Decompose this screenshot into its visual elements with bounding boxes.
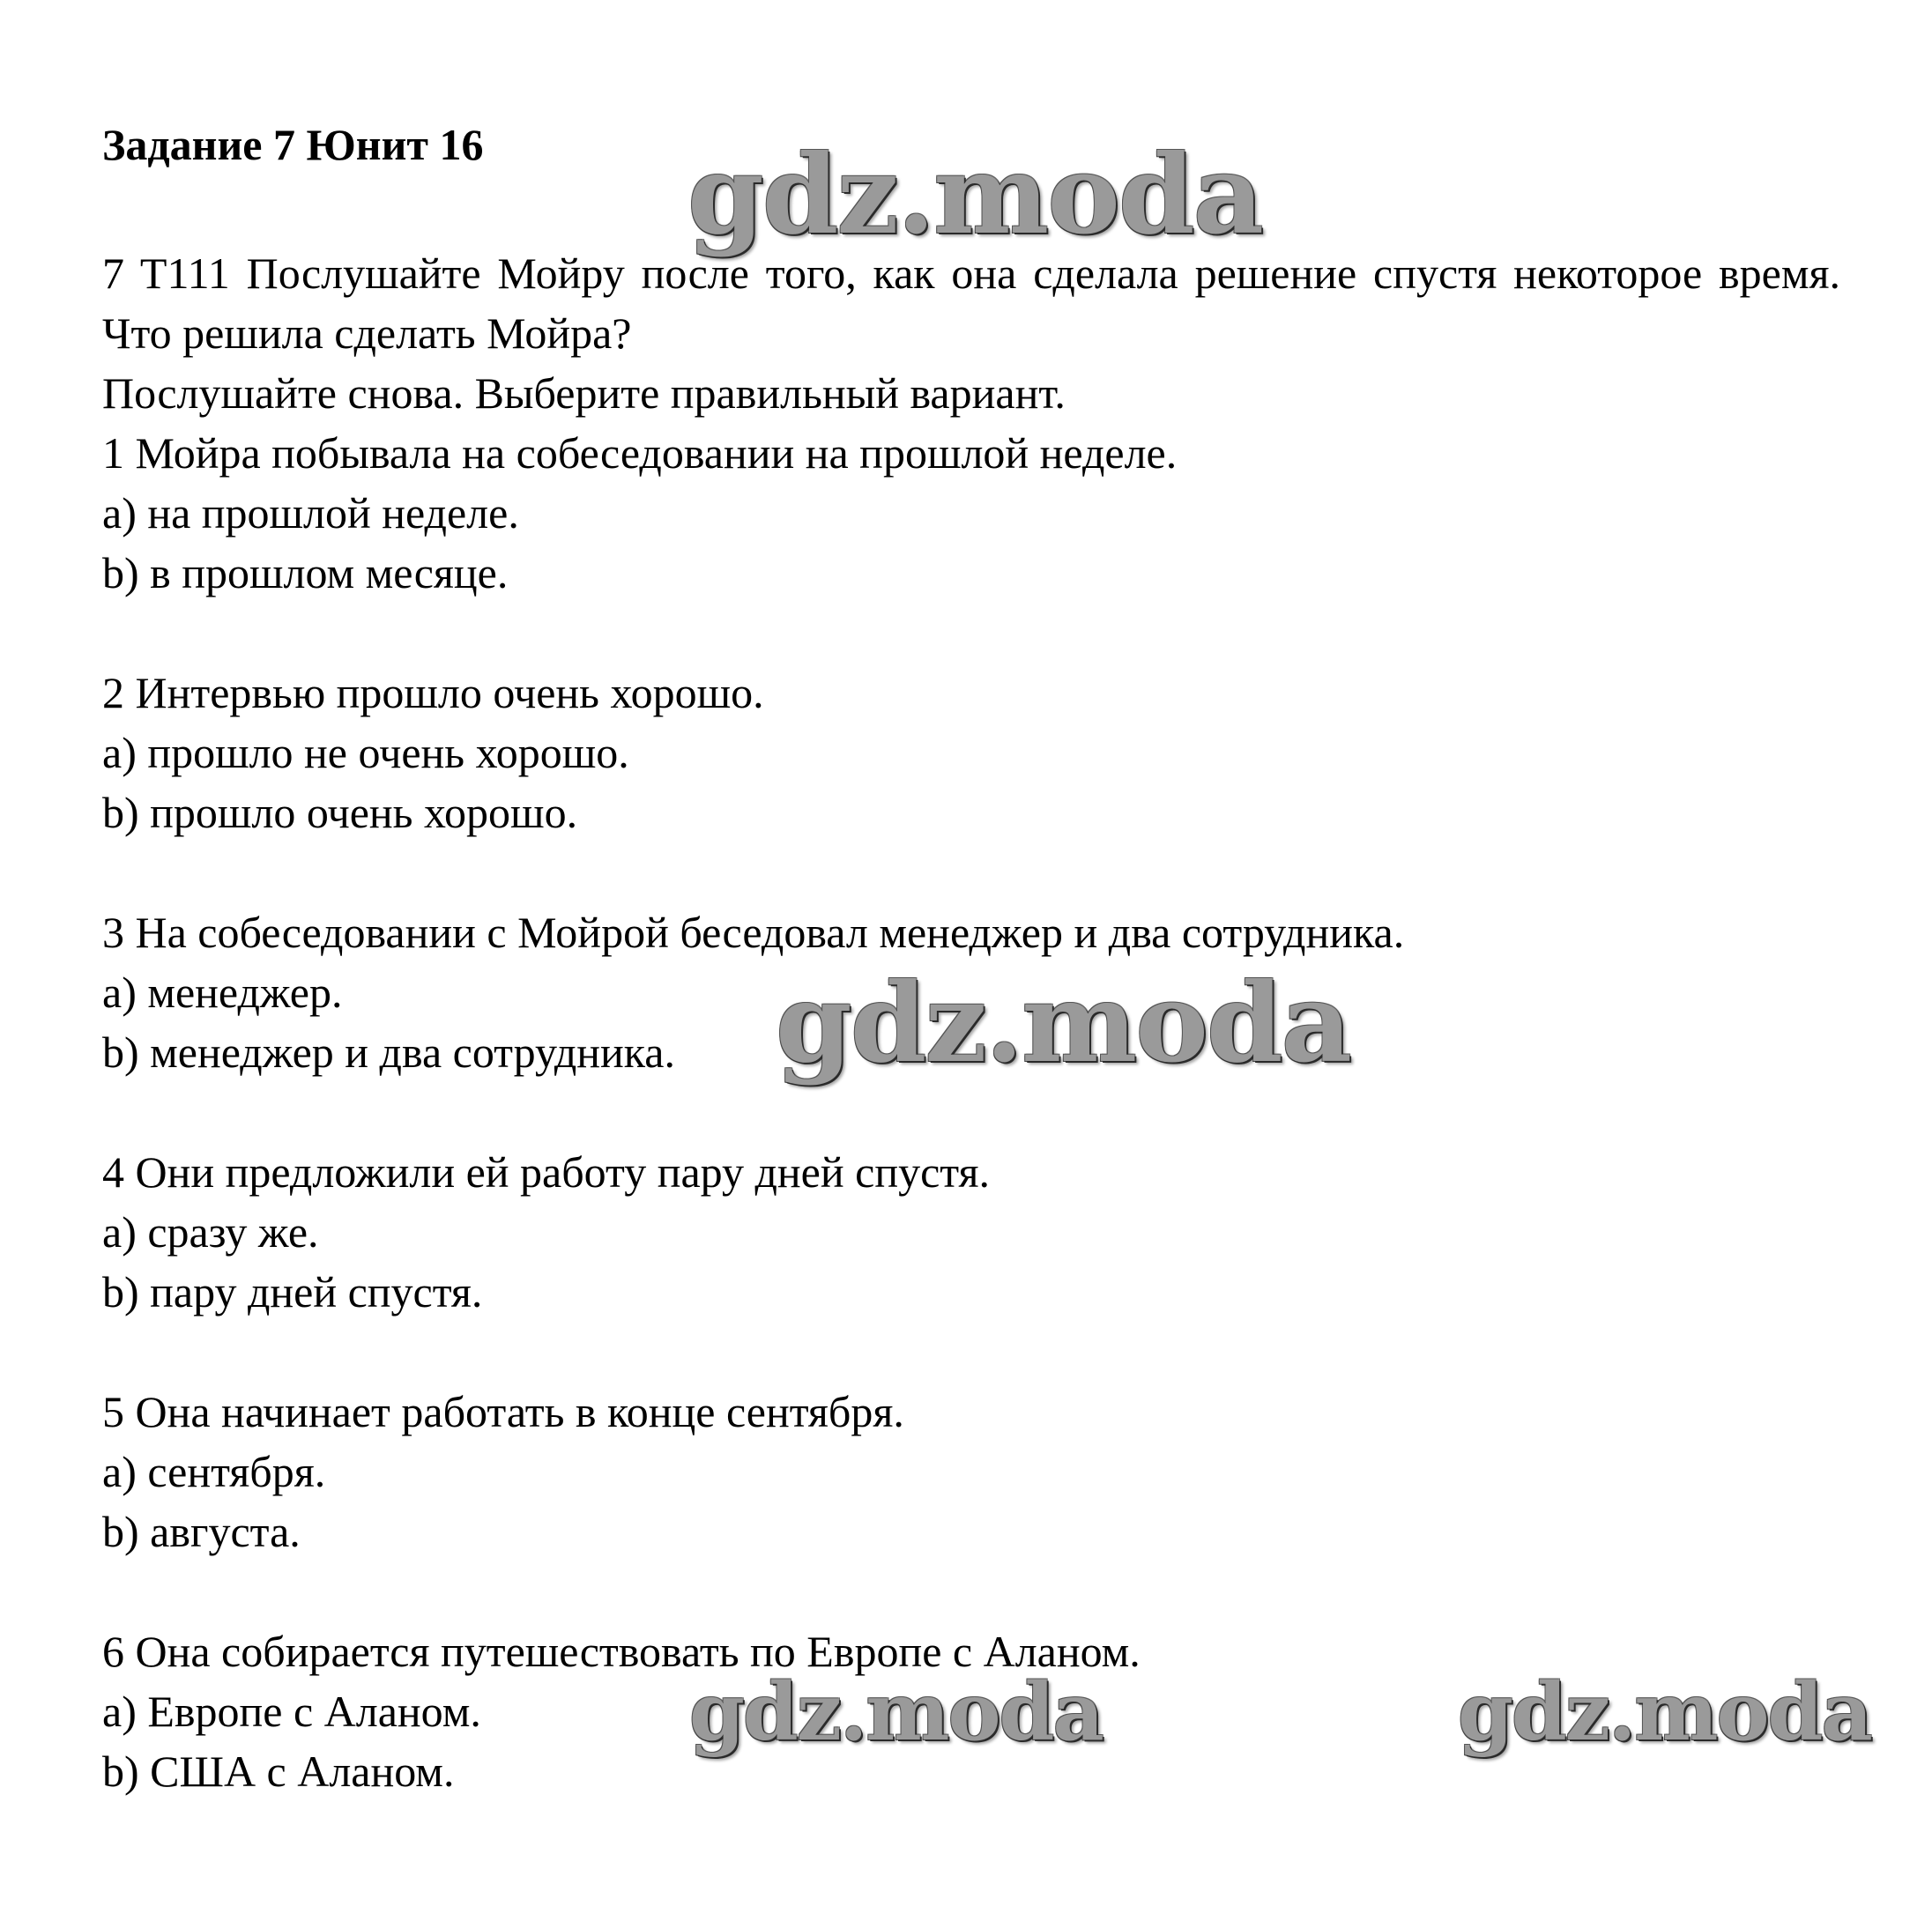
- question-2: [102, 663, 1840, 842]
- answer-option-a: a) прошло не очень хорошо.: [102, 728, 629, 777]
- watermark-logo: gdz.moda: [776, 960, 1350, 1087]
- page-title: Задание 7 Юнит 16: [102, 120, 484, 169]
- answer-option-a: a) Европе с Аланом.: [102, 1687, 481, 1736]
- answer-option-b: b) августа.: [102, 1507, 301, 1556]
- answer-option-a: a) менеджер.: [102, 968, 343, 1017]
- watermark-logo: gdz.moda: [1458, 1665, 1871, 1759]
- answer-option-b: b) в прошлом месяце.: [102, 548, 509, 597]
- watermark-logo: gdz.moda: [687, 131, 1262, 259]
- answer-option-b: b) менеджер и два сотрудника.: [102, 1027, 675, 1077]
- question-6: [102, 1621, 1840, 1801]
- task-subinstruction: Послушайте снова. Выберите правильный вариант.: [102, 368, 1066, 418]
- answer-option-b: b) прошло очень хорошо.: [102, 788, 578, 837]
- question-5: [102, 1382, 1840, 1561]
- answer-option-a: a) сентября.: [102, 1447, 326, 1496]
- question-text: 6 Она собирается путешествовать по Европе с Аланом.: [102, 1627, 1141, 1676]
- answer-option-b: b) пару дней спустя.: [102, 1267, 483, 1317]
- question-text: 1 Мойра побывала на собеседовании на прошлой неделе.: [102, 428, 1178, 478]
- watermark-logo: gdz.moda: [689, 1665, 1103, 1759]
- task-content: [102, 243, 1840, 1801]
- question-text: 3 На собеседовании с Мойрой беседовал менеджер и два сотрудника.: [102, 908, 1405, 957]
- question-3: [102, 902, 1840, 1087]
- question-1: [102, 423, 1840, 603]
- answer-option-b: b) США с Аланом.: [102, 1747, 455, 1796]
- question-text: 5 Она начинает работать в конце сентября.: [102, 1387, 904, 1436]
- answer-option-a: a) сразу же.: [102, 1207, 319, 1257]
- answer-option-a: a) на прошлой неделе.: [102, 488, 519, 538]
- question-text: 4 Они предложили ей работу пару дней спустя.: [102, 1147, 990, 1197]
- question-4: [102, 1142, 1840, 1322]
- task-instruction: 7 T111 Послушайте Мойру после того, как она сделала решение спустя некоторое время. Что решила сделать Мойра?: [102, 248, 1840, 358]
- question-text: 2 Интервью прошло очень хорошо.: [102, 668, 764, 717]
